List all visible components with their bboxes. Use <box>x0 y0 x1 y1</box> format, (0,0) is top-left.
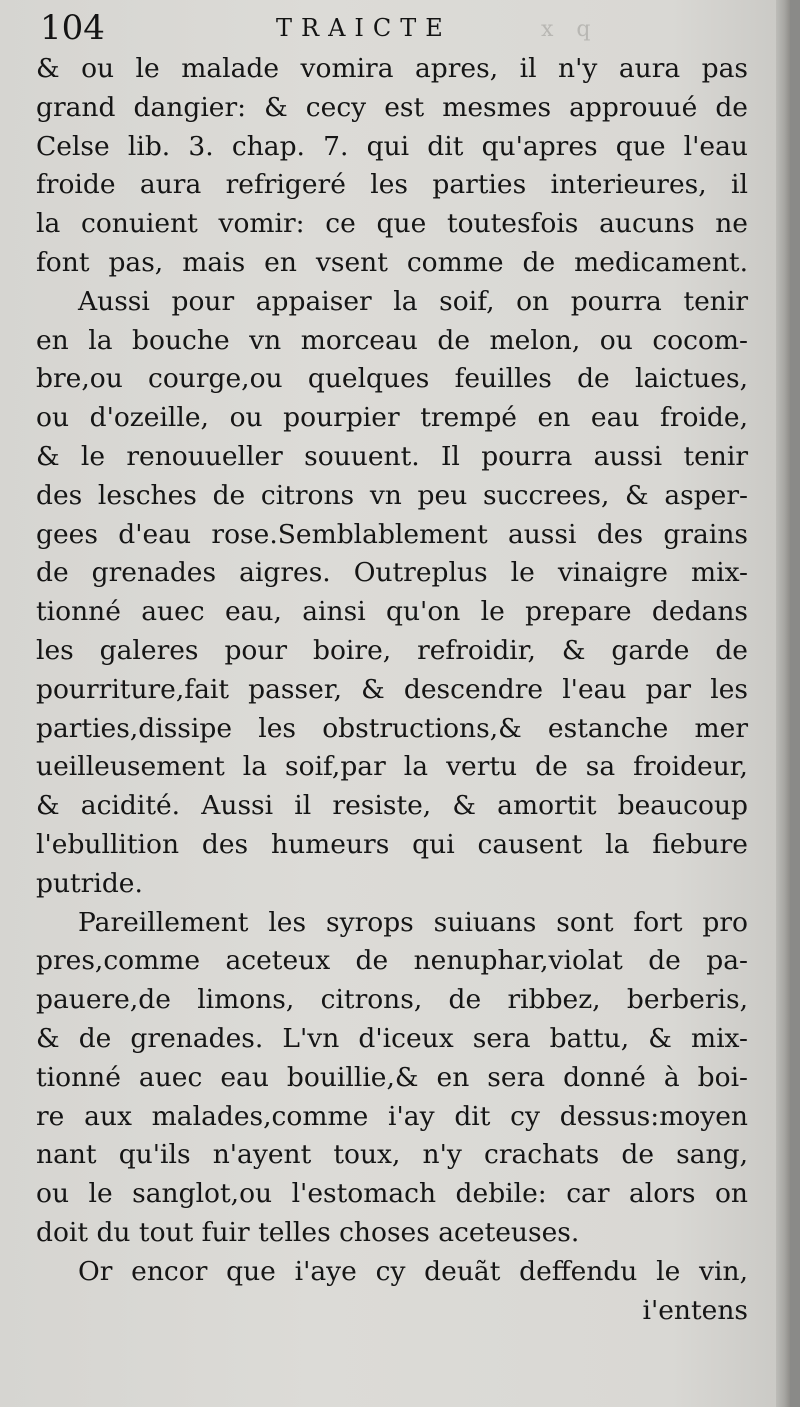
text-line: putride. <box>36 867 143 899</box>
page-header <box>36 8 756 48</box>
page-edge <box>776 0 790 1407</box>
text-line: en la bouche vn morceau de melon, ou cocom- <box>36 324 748 356</box>
text-line: l'ebullition des humeurs qui causent la fiebure <box>36 828 748 860</box>
text-line: tionné auec eau, ainsi qu'on le prepare dedans <box>36 596 748 628</box>
text-line: & de grenades. L'vn d'iceux sera battu, & mix- <box>36 1022 748 1054</box>
body-text <box>36 50 748 1330</box>
text-line: parties,dissipe les obstructions,& estanche mer <box>36 712 748 744</box>
text-line: nant qu'ils n'ayent toux, n'y crachats de sang, <box>36 1139 748 1171</box>
text-line: doit du tout fuir telles choses aceteuses. <box>36 1216 580 1248</box>
bleed-through-text: x q <box>541 17 599 42</box>
text-line: font pas, mais en vsent comme de medicament. <box>36 246 748 278</box>
text-line: les galeres pour boire, refroidir, & garde de <box>36 634 748 666</box>
text-line: & acidité. Aussi il resiste, & amortit beaucoup <box>36 790 748 822</box>
text-line: pourriture,fait passer, & descendre l'eau par les <box>36 673 748 705</box>
text-line: de grenades aigres. Outreplus le vinaigre mix- <box>36 557 748 589</box>
text-line: Celse lib. 3. chap. 7. qui dit qu'apres que l'eau <box>36 130 748 162</box>
text-line: la conuient vomir: ce que toutesfois aucuns ne <box>36 208 748 240</box>
text-line: Or encor que i'aye cy deuãt deffendu le vin, <box>78 1255 748 1287</box>
text-line: des lesches de citrons vn peu succrees, & asper- <box>36 479 748 511</box>
text-line: tionné auec eau bouillie,& en sera donné à boi- <box>36 1061 748 1093</box>
text-line: ueilleusement la soif,par la vertu de sa froideur, <box>36 751 748 783</box>
text-line: grand dangier: & cecy est mesmes approuué de <box>36 91 748 123</box>
text-line: Aussi pour appaiser la soif, on pourra tenir <box>78 285 748 317</box>
text-line: re aux malades,comme i'ay dit cy dessus:moyen <box>36 1100 748 1132</box>
text-line: froide aura refrigeré les parties interieures, il <box>36 169 748 201</box>
text-line: Pareillement les syrops suiuans sont fort pro <box>78 906 748 938</box>
text-line: ou d'ozeille, ou pourpier trempé en eau froide, <box>36 402 748 434</box>
text-line: gees d'eau rose.Semblablement aussi des grains <box>36 518 748 550</box>
catchword: i'entens <box>642 1294 748 1326</box>
text-line: ou le sanglot,ou l'estomach debile: car alors on <box>36 1178 748 1210</box>
text-line: pres,comme aceteux de nenuphar,violat de pa- <box>36 945 748 977</box>
text-line: bre,ou courge,ou quelques feuilles de laictues, <box>36 363 748 395</box>
text-line: & ou le malade vomira apres, il n'y aura pas <box>36 53 748 84</box>
text-line: & le renouueller souuent. Il pourra aussi tenir <box>36 440 748 472</box>
text-line: pauere,de limons, citrons, de ribbez, berberis, <box>36 984 748 1016</box>
page-number: 104 <box>40 8 105 48</box>
running-head: TRAICTE <box>276 14 452 42</box>
